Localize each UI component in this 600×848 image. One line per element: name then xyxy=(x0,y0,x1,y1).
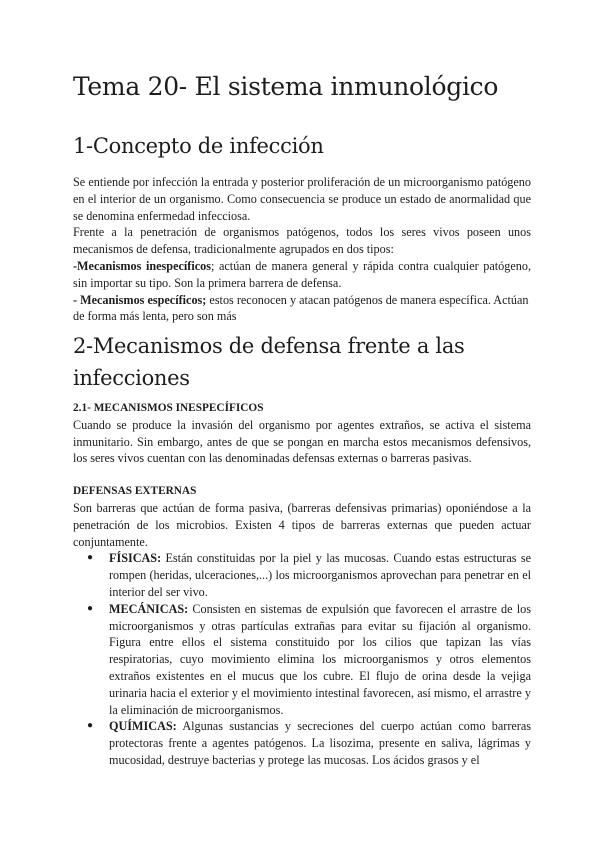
section-mecanismos-defensa xyxy=(73,330,531,769)
barreras-list xyxy=(73,550,531,768)
list-item xyxy=(73,718,531,768)
defensas-externas-heading: DEFENSAS EXTERNAS xyxy=(73,485,197,498)
subsection-heading: 2.1- MECANISMOS INESPECÍFICOS xyxy=(73,402,264,414)
item-label: MECÁNICAS: xyxy=(109,601,189,616)
item-label: QUÍMICAS: xyxy=(109,719,177,734)
mecanismos-especificos-text: estos reconocen y atacan patógenos de manera específica. Actúan de forma más lenta, pero son más xyxy=(73,292,529,324)
section-1-heading: 1-Concepto de infección xyxy=(73,134,324,158)
section-concepto-infeccion xyxy=(73,130,531,325)
mecanismos-inespecificos-label: -Mecanismos inespecíficos xyxy=(73,258,211,273)
bullet-icon: ● xyxy=(87,602,94,614)
item-label: FÍSICAS: xyxy=(109,551,162,566)
mecanismos-especificos-label: - Mecanismos específicos; xyxy=(73,292,207,307)
section-1-paragraph-2: Frente a la penetración de organismos patógenos, todos los seres vivos poseen unos mecanismos de defensa, tradicionalmente agrupados en dos tipos: xyxy=(73,225,531,257)
spacer xyxy=(73,467,531,483)
item-text: Están constituidas por la piel y las mucosas. Cuando estas estructuras se rompen (heridas, ulceraciones,...) los microorganismos aprovechan para penetrar en el interior del ser vivo. xyxy=(109,551,531,599)
bullet-icon: ● xyxy=(87,552,94,564)
item-text: Algunas sustancias y secreciones del cuerpo actúan como barreras protectoras frente a agentes patógenos. La lisozima, presente en saliva, lágrimas y mucosidad, destruye bacterias y protege las mucosas. Los ácidos grasos y el xyxy=(109,719,531,767)
section-2-heading: 2-Mecanismos de defensa frente a las infecciones xyxy=(73,334,465,390)
section-1-paragraph-1: Se entiende por infección la entrada y posterior proliferación de un microorganismo patógeno en el interior de un organismo. Como consecuencia se produce un estado de anormalidad que se denomina enfermedad infecciosa. xyxy=(73,175,531,223)
section-1-paragraph-3 xyxy=(73,258,531,292)
list-item xyxy=(73,550,531,600)
document-title: Tema 20- El sistema inmunológico xyxy=(73,72,499,101)
item-text: Consisten en sistemas de expulsión que favorecen el arrastre de los microorganismos y otras partículas extrañas para evitar su fijación al organismo. Figura entre ellos el sistema constituido por los cilios que tapizan las vías respiratorias, cuyo movimiento elimina los microorganismos y otros elementos extraños existentes en el mucus que los cubre. El flujo de orina desde la vejiga urinaria hacia el exterior y el movimiento intestinal favorecen, así mismo, el arrastre y la eliminación de microorganismos. xyxy=(109,601,531,717)
defensas-externas-paragraph: Son barreras que actúan de forma pasiva, (barreras defensivas primarias) oponiéndose a la penetración de los microbios. Existen 4 tipos de barreras externas que pueden actuar conjuntamente. xyxy=(73,500,531,549)
section-1-paragraph-4 xyxy=(73,292,531,326)
bullet-icon: ● xyxy=(87,720,94,732)
mecanismos-inespecificos-text: ; actúan de manera general y rápida contra cualquier patógeno, sin importar su tipo. Son la primera barrera de defensa. xyxy=(73,258,531,290)
section-2-paragraph-1: Cuando se produce la invasión del organismo por agentes extraños, se activa el sistema inmunitario. Sin embargo, antes de que se pongan en marcha estos mecanismos defensivos, los seres vivos cuentan con las denominadas defensas externas o barreras pasivas. xyxy=(73,417,531,466)
list-item xyxy=(73,601,531,719)
